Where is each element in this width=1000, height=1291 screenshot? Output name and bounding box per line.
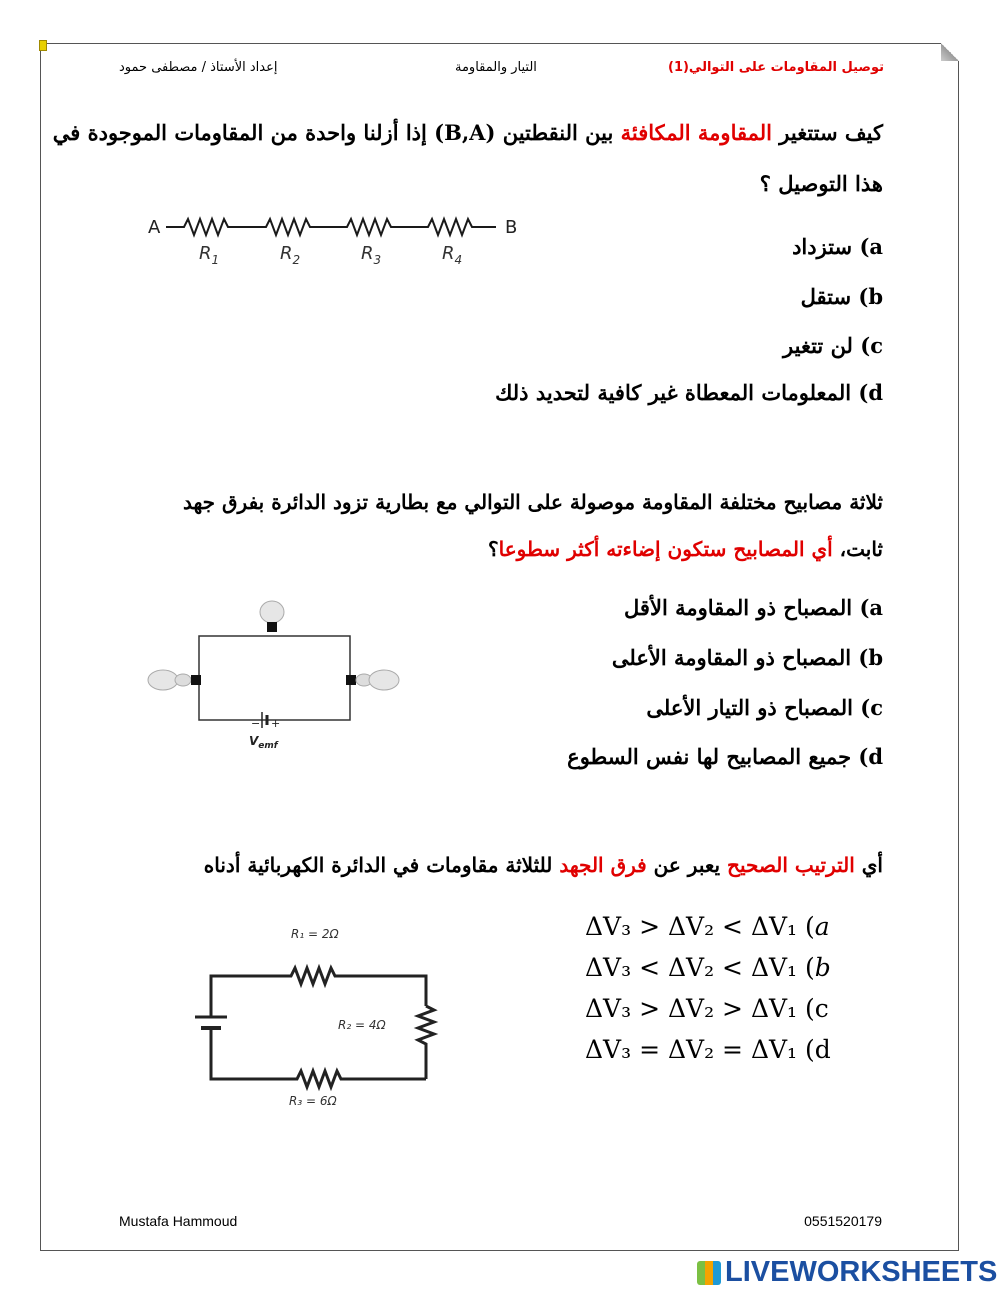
header-author: إعداد الأستاذ / مصطفى حمود [119, 60, 278, 75]
q1-option-d[interactable]: d) المعلومات المعطاة غير كافية لتحديد ذلك [495, 380, 883, 405]
circuit-loop [199, 636, 350, 720]
footer-phone: 0551520179 [804, 1213, 882, 1229]
q3-option-c[interactable]: ΔV₃ > ΔV₂ > ΔV₁ (c [585, 994, 829, 1023]
q3-option-d[interactable]: ΔV₃ = ΔV₂ = ΔV₁ (d [585, 1035, 831, 1064]
r1-label: R₁ = 2Ω [291, 927, 339, 941]
three-resistor-circuit [191, 921, 441, 1111]
liveworksheets-icon [697, 1261, 721, 1285]
q3-option-b[interactable]: ΔV₃ < ΔV₂ < ΔV₁ (b [585, 953, 831, 982]
point-b-label: B [505, 217, 518, 238]
battery-label: $V_{emf}$ [249, 734, 278, 751]
q2-option-d[interactable]: d) جميع المصابيح لها نفس السطوع [567, 744, 883, 769]
pin-icon [39, 40, 47, 51]
resistor-label-3: $R_3$ [361, 243, 382, 267]
footer-author: Mustafa Hammoud [119, 1213, 238, 1229]
svg-text:−: − [251, 717, 261, 730]
resistor-chain [166, 219, 496, 235]
svg-text:+: + [271, 717, 281, 730]
q2-option-a[interactable]: a) المصباح ذو المقاومة الأقل [624, 595, 883, 620]
r2-label: R₂ = 4Ω [338, 1018, 386, 1032]
q2-text-line2: ثابت، أي المصابيح ستكون إضاءته أكثر سطوعا؟ [488, 537, 883, 561]
bulb-right-icon [346, 670, 399, 690]
bottom-wire-r3 [211, 1041, 426, 1087]
q1-option-a[interactable]: a) ستزداد [792, 234, 883, 259]
q2-text-line1: ثلاثة مصابيح مختلفة المقاومة موصولة على التوالي مع بطارية تزود الدائرة بفرق جهد [182, 490, 883, 514]
q1-option-c[interactable]: c) لن تتغير [783, 333, 883, 358]
point-a-label: A [148, 217, 161, 238]
q1-text-line2: هذا التوصيل ؟ [759, 171, 883, 196]
q1-option-b[interactable]: b) ستقل [800, 284, 883, 309]
page-fold-corner [941, 43, 959, 61]
resistor-label-4: $R_4$ [442, 243, 463, 267]
q2-option-b[interactable]: b) المصباح ذو المقاومة الأعلى [611, 645, 883, 670]
worksheet-page [40, 43, 959, 1251]
top-wire-r1 [211, 968, 426, 1006]
liveworksheets-logo[interactable]: LIVEWORKSHEETS [697, 1256, 997, 1289]
q3-text: أي الترتيب الصحيح يعبر عن فرق الجهد للثلاثة مقاومات في الدائرة الكهربائية أدناه [203, 853, 883, 877]
bulb-top-icon [260, 601, 284, 632]
right-r2 [418, 1006, 434, 1079]
resistor-label-1: $R_1$ [199, 243, 220, 267]
header-title: توصيل المقاومات على التوالي(1) [667, 60, 884, 75]
q1-text-line1: كيف ستتغير المقاومة المكافئة بين النقطتين (B,A) إذا أزلنا واحدة من المقاومات الموجودة في [52, 120, 883, 145]
q2-option-c[interactable]: c) المصباح ذو التيار الأعلى [646, 695, 883, 720]
q3-option-a[interactable]: ΔV₃ > ΔV₂ < ΔV₁ (a [585, 912, 830, 941]
header-subject: التيار والمقاومة [455, 60, 537, 75]
bulb-left-icon [148, 670, 201, 690]
r3-label: R₃ = 6Ω [289, 1094, 337, 1108]
series-resistors-diagram [144, 207, 524, 269]
bulbs-circuit-diagram [141, 597, 406, 757]
resistor-label-2: $R_2$ [280, 243, 301, 267]
